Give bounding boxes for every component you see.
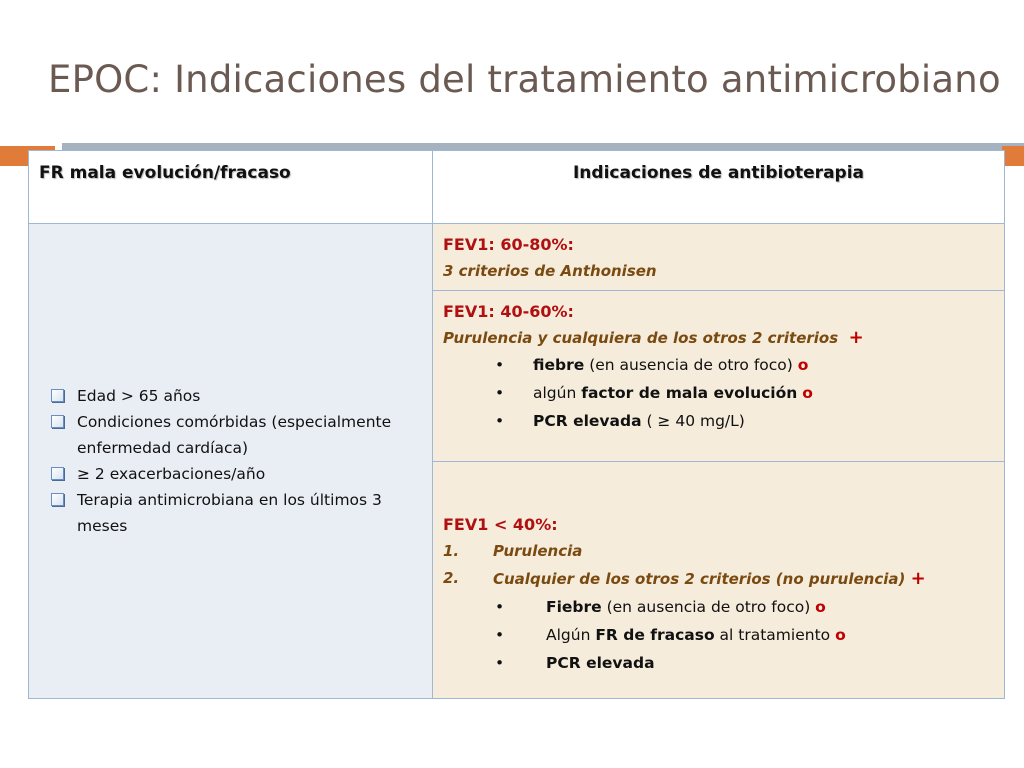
header-right-cell [433, 151, 1005, 224]
bullet-text: (en ausencia de otro foco) [584, 356, 798, 374]
item-text: Purulencia [493, 542, 583, 560]
fev1-lt-40-cell [433, 462, 1005, 699]
numbered-item [443, 538, 994, 565]
checkbox-bullet-icon [51, 415, 64, 428]
accent-bar-right [1002, 146, 1024, 166]
bullet-bold: PCR elevada [546, 654, 655, 672]
bullet-item [443, 379, 994, 407]
bullet-dot: • [495, 598, 505, 616]
checkbox-bullet-icon [51, 467, 64, 480]
bullet-item [443, 593, 994, 621]
bullet-bold: FR de fracaso [595, 626, 715, 644]
fev1-60-80-heading: FEV1: 60-80%: [443, 235, 574, 254]
bullet-item [443, 351, 994, 379]
list-item-text: Condiciones comórbidas (especialmente enfermedad cardíaca) [77, 413, 392, 457]
item-number: 2. [443, 569, 460, 587]
bullet-dot: • [495, 654, 505, 672]
fev1-60-80-cell [433, 224, 1005, 291]
list-item-text: Terapia antimicrobiana en los últimos 3 meses [77, 491, 382, 535]
list-item [51, 383, 418, 409]
plus-sign: + [910, 568, 926, 589]
item-text: Cualquier de los otros 2 criterios (no purulencia) [493, 570, 906, 588]
bullet-dot: • [495, 412, 505, 430]
criteria-text: Purulencia y cualquiera de los otros 2 criterios [443, 329, 839, 347]
list-item-text: ≥ 2 exacerbaciones/año [77, 465, 266, 483]
fev1-40-60-cell [433, 291, 1005, 462]
numbered-item [443, 565, 994, 593]
or-marker: o [835, 626, 846, 644]
bullet-bold: fiebre [533, 356, 585, 374]
bullet-text: al tratamiento [714, 626, 836, 644]
bullet-dot: • [495, 384, 505, 402]
bullet-item [443, 407, 994, 435]
bullet-dot: • [495, 626, 505, 644]
or-marker: o [802, 384, 813, 402]
fev1-40-60-heading: FEV1: 40-60%: [443, 302, 574, 321]
slide-title: EPOC: Indicaciones del tratamiento antimicrobiano [48, 58, 1001, 101]
bullet-bold: factor de mala evolución [581, 384, 798, 402]
fev1-lt-40-heading: FEV1 < 40%: [443, 515, 558, 534]
bullet-text: Algún [546, 626, 596, 644]
list-item [51, 461, 418, 487]
list-item [51, 487, 418, 539]
fev1-40-60-criteria [443, 325, 994, 351]
indications-table [28, 150, 1005, 699]
list-item-text: Edad > 65 años [77, 387, 201, 405]
bullet-text: algún [533, 384, 582, 402]
bullet-bold: PCR elevada [533, 412, 642, 430]
bullet-bold: Fiebre [546, 598, 602, 616]
header-right: Indicaciones de antibioterapia [572, 163, 865, 183]
bullet-text: ( ≥ 40 mg/L) [641, 412, 745, 430]
plus-sign: + [848, 327, 864, 348]
risk-factors-list [29, 383, 432, 539]
or-marker: o [815, 598, 826, 616]
checkbox-bullet-icon [51, 389, 64, 402]
header-left: FR mala evolución/fracaso [39, 163, 291, 183]
or-marker: o [797, 356, 809, 374]
bullet-dot: • [495, 356, 505, 374]
fev1-60-80-criteria: 3 criterios de Anthonisen [443, 262, 657, 280]
bullet-item [443, 621, 994, 649]
bullet-item [443, 649, 994, 677]
bullet-text: (en ausencia de otro foco) [601, 598, 816, 616]
checkbox-bullet-icon [51, 493, 64, 506]
list-item [51, 409, 418, 461]
header-left-cell [29, 151, 433, 224]
item-number: 1. [443, 542, 460, 560]
risk-factors-cell [29, 224, 433, 699]
